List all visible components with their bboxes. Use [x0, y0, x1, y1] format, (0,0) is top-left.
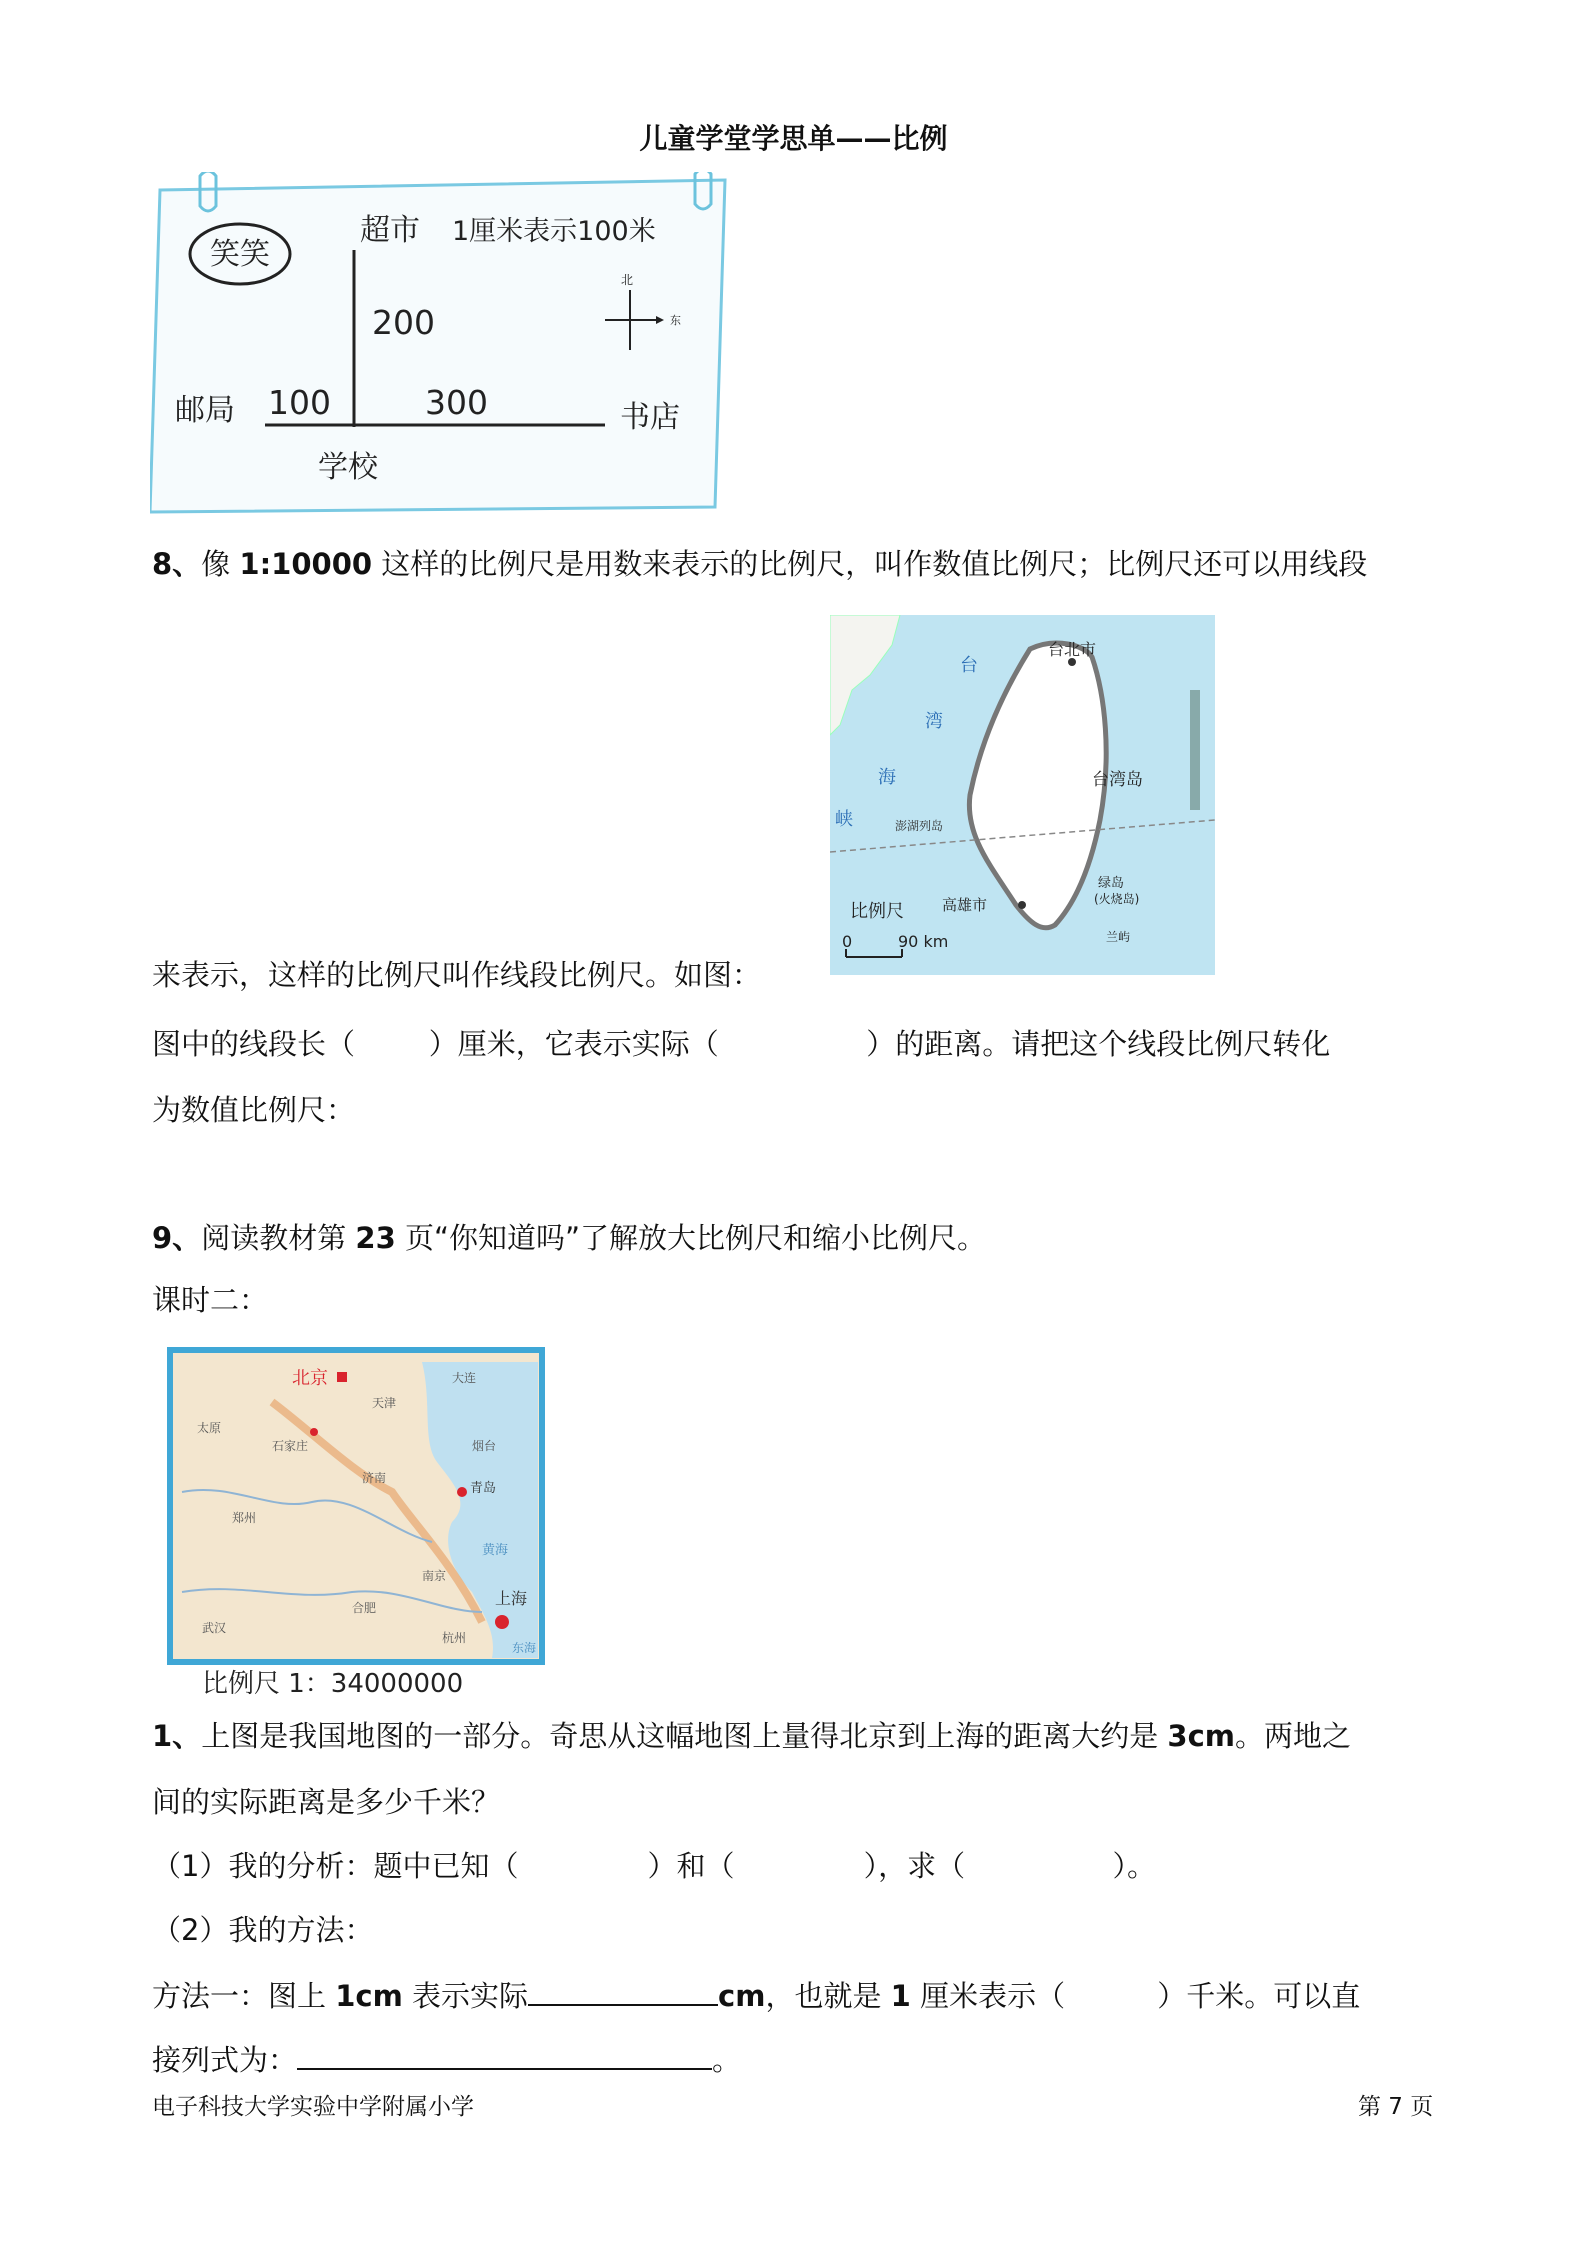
- strait-char-4: 峡: [835, 809, 853, 830]
- q9-page: 23: [355, 1221, 396, 1255]
- shanghai-label: 上海: [495, 1589, 528, 1608]
- supermarket-label: 超市: [360, 213, 420, 248]
- q9-line: 9、阅读教材第 23 页“你知道吗”了解放大比例尺和缩小比例尺。: [152, 1221, 987, 1255]
- q1-formula-line: 接列式为： 。: [152, 2040, 741, 2080]
- east-label: 东: [670, 314, 681, 327]
- q1-method-heading: （2）我的方法：: [152, 1913, 374, 1947]
- q8-line1: 8、像 1:10000 这样的比例尺是用数来表示的比例尺，叫作数值比例尺；比例尺还可以用线段: [152, 547, 1368, 581]
- kaohsiung-label: 高雄市: [942, 896, 988, 914]
- distance-100: 100: [268, 383, 331, 422]
- donghai-label: 东海: [512, 1641, 537, 1655]
- q8-line4: 为数值比例尺：: [152, 1093, 356, 1127]
- taipei-dot: [1068, 658, 1076, 666]
- beijing-label: 北京: [292, 1368, 328, 1389]
- map2-scale-label: 比例尺 1：34000000: [202, 1669, 464, 1699]
- green-island-sub: (火烧岛): [1094, 892, 1140, 906]
- scale-value: 90 km: [898, 932, 949, 951]
- school-label: 学校: [318, 450, 378, 485]
- wuhan-label: 武汉: [202, 1621, 227, 1635]
- taiwan-map: [830, 615, 1215, 975]
- student-name: 笑笑: [210, 237, 270, 272]
- bookstore-label: 书店: [620, 400, 680, 435]
- method-one-blank[interactable]: [528, 1976, 718, 2006]
- footer-school: 电子科技大学实验中学附属小学: [152, 2094, 474, 2120]
- q8-line2: 来表示，这样的比例尺叫作线段比例尺。如图：: [152, 958, 762, 992]
- post-office-label: 邮局: [175, 393, 235, 428]
- jinan-label: 济南: [362, 1471, 387, 1485]
- q9-number: 9、: [152, 1221, 202, 1255]
- beijing-marker: [337, 1372, 347, 1382]
- sjz-marker: [310, 1428, 318, 1436]
- q1-line1: 1、上图是我国地图的一部分。奇思从这幅地图上量得北京到上海的距离大约是 3cm。两地之: [152, 1719, 1352, 1753]
- distance-200: 200: [372, 303, 435, 342]
- strait-char-3: 海: [878, 767, 896, 788]
- q8-number: 8、: [152, 547, 202, 581]
- penghu-label: 澎湖列岛: [895, 819, 944, 833]
- dalian-label: 大连: [452, 1371, 477, 1385]
- china-map-excerpt: [152, 1342, 552, 1702]
- qingdao-marker: [457, 1487, 467, 1497]
- q1-distance: 3cm: [1167, 1719, 1236, 1753]
- shanghai-marker: [495, 1615, 509, 1629]
- q1-number: 1、: [152, 1719, 202, 1753]
- map1-scale-label: 比例尺: [850, 901, 904, 922]
- strait-char-1: 台: [960, 655, 978, 676]
- yantai-label: 烟台: [472, 1439, 497, 1453]
- distance-300: 300: [425, 383, 488, 422]
- hangzhou-label: 杭州: [442, 1631, 467, 1645]
- lesson-two-heading: 课时二：: [152, 1283, 269, 1317]
- page-title: 儿童学堂学思单——比例: [639, 122, 948, 155]
- nanjing-label: 南京: [422, 1569, 447, 1583]
- q8-ratio: 1:10000: [239, 547, 373, 581]
- hefei-label: 合肥: [352, 1601, 377, 1615]
- route-sketch-figure: [150, 172, 730, 517]
- strait-char-2: 湾: [925, 711, 943, 732]
- taiyuan-label: 太原: [197, 1421, 222, 1435]
- q1-analysis: （1）我的分析：题中已知（ ）和（ ），求（ ）。: [152, 1849, 1157, 1883]
- tianjin-label: 天津: [372, 1396, 397, 1410]
- q1-method-one: 方法一：图上 1cm 表示实际 cm，也就是 1 厘米表示（ ）千米。可以直: [152, 1976, 1360, 2016]
- taipei-label: 台北市: [1048, 640, 1097, 659]
- huanghai-label: 黄海: [482, 1543, 509, 1558]
- orchid-island-label: 兰屿: [1106, 930, 1131, 944]
- qingdao-label: 青岛: [470, 1481, 497, 1496]
- q8-line3: 图中的线段长（ ）厘米，它表示实际（ ）的距离。请把这个线段比例尺转化: [152, 1027, 1331, 1061]
- zhengzhou-label: 郑州: [232, 1511, 257, 1525]
- north-label: 北: [620, 273, 634, 287]
- taiwan-island-label: 台湾岛: [1092, 770, 1143, 790]
- kaohsiung-dot: [1018, 901, 1026, 909]
- scale-note: 1厘米表示100米: [452, 216, 656, 247]
- sjz-label: 石家庄: [272, 1439, 309, 1453]
- footer-page-number: 第 7 页: [1358, 2094, 1434, 2120]
- scale-zero: 0: [842, 932, 853, 951]
- q1-line2: 间的实际距离是多少千米？: [152, 1785, 501, 1819]
- green-island-label: 绿岛: [1098, 876, 1125, 891]
- map-edge-bar: [1190, 690, 1200, 810]
- formula-blank[interactable]: [297, 2040, 712, 2070]
